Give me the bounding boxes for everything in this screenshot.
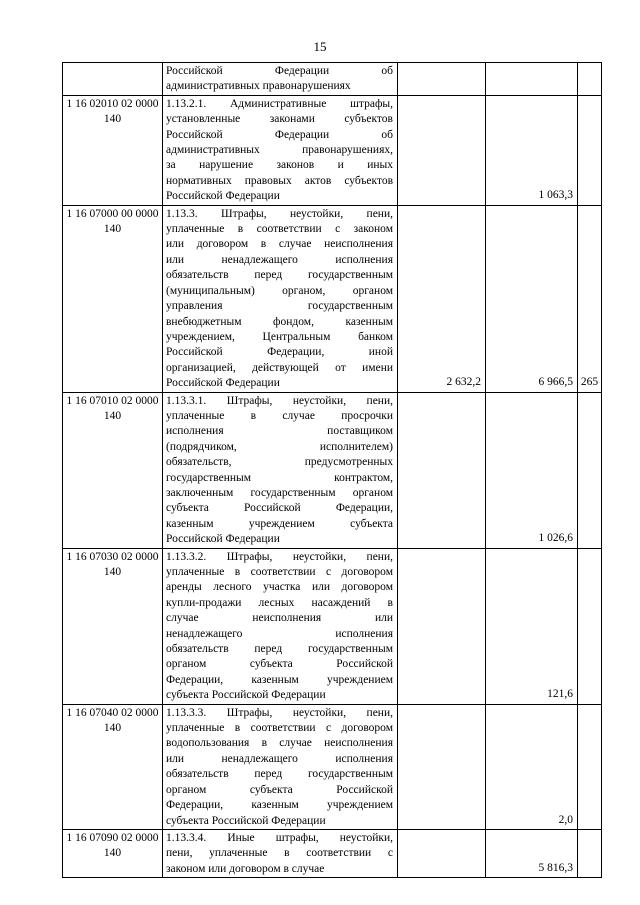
percent-cell: [578, 63, 602, 96]
description-line: органом субъекта Российской: [166, 658, 393, 671]
description-line: Российской Федерации: [166, 377, 280, 390]
description-cell: [163, 63, 398, 96]
description-line: 1.13.3.1. Штрафы, неустойки, пени,: [166, 394, 393, 407]
description-line: Российской Федерации об: [166, 128, 393, 141]
description-line: ненадлежащего исполнения: [166, 627, 393, 640]
amount-cell-b: 6 966,5: [486, 205, 578, 392]
description-line: субъекта Российской Федерации: [166, 814, 326, 827]
description-line: обязательств, предусмотренных: [166, 456, 393, 469]
description-line: административных правонарушениях: [166, 80, 351, 93]
amount-cell-a: [398, 392, 486, 548]
income-code-cell: 1 16 07040 02 0000 140: [63, 704, 163, 829]
description-line: за нарушение законов и иных: [166, 159, 393, 172]
income-code-cell: 1 16 07010 02 0000 140: [63, 392, 163, 548]
description-line: учреждением, Центральным банком: [166, 330, 393, 343]
table-row: [63, 63, 602, 96]
description-line: 1.13.3.4. Иные штрафы, неустойки,: [166, 831, 393, 844]
description-line: Федерации, казенным учреждением: [166, 799, 393, 812]
description-line: обязательств перед государственным: [166, 643, 393, 656]
income-code-cell: [63, 63, 163, 96]
amount-cell-b: 1 063,3: [486, 95, 578, 205]
description-line: или договором в случае неисполнения: [166, 238, 393, 251]
table-row: [63, 95, 602, 205]
percent-cell: [578, 829, 602, 877]
description-line: купли-продажи лесных насаждений в: [166, 596, 393, 609]
description-line: Федерации, казенным учреждением: [166, 673, 393, 686]
description-line: уплаченные в случае просрочки: [166, 409, 393, 422]
income-code-cell: 1 16 07090 02 0000 140: [63, 829, 163, 877]
description-line: организацией, действующей от имени: [166, 361, 393, 374]
amount-cell-a: [398, 63, 486, 96]
description-line: установленные законами субъектов: [166, 113, 393, 126]
amount-cell-b: 2,0: [486, 704, 578, 829]
description-line: государственным контрактом,: [166, 471, 393, 484]
amount-cell-a: [398, 704, 486, 829]
description-line: (муниципальным) органом, органом: [166, 284, 393, 297]
description-line: административных правонарушениях,: [166, 144, 393, 157]
description-cell: [163, 548, 398, 704]
description-line: субъекта Российской Федерации: [166, 689, 326, 702]
amount-cell-a: [398, 829, 486, 877]
income-code-cell: 1 16 02010 02 0000 140: [63, 95, 163, 205]
table-row: [63, 392, 602, 548]
description-line: нормативных правовых актов субъектов: [166, 174, 393, 187]
table-row: [63, 704, 602, 829]
description-line: 1.13.3.3. Штрафы, неустойки, пени,: [166, 706, 393, 719]
percent-cell: [578, 392, 602, 548]
description-line: законом или договором в случае: [166, 862, 325, 875]
description-line: управления государственным: [166, 300, 393, 313]
description-line: уплаченные в соответствии с договором: [166, 566, 393, 578]
description-line: водопользования в случае неисполнения: [166, 737, 393, 750]
description-line: 1.13.3. Штрафы, неустойки, пени,: [166, 207, 393, 220]
description-line: 1.13.3.2. Штрафы, неустойки, пени,: [166, 550, 393, 563]
description-line: Российской Федерации, иной: [166, 346, 393, 359]
amount-cell-a: 2 632,2: [398, 205, 486, 392]
table-row: [63, 205, 602, 392]
description-line: внебюджетным фондом, казенным: [166, 315, 393, 328]
description-line: или ненадлежащего исполнения: [166, 253, 393, 266]
description-cell: [163, 829, 398, 877]
description-line: обязательств перед государственным: [166, 768, 393, 781]
description-cell: [163, 704, 398, 829]
amount-cell-a: [398, 548, 486, 704]
description-line: Российской Федерации об: [166, 65, 393, 77]
percent-cell: [578, 548, 602, 704]
income-code-cell: 1 16 07000 00 0000 140: [63, 205, 163, 392]
budget-table: [62, 62, 602, 878]
description-line: пени, уплаченные в соответствии с: [166, 847, 393, 860]
description-line: Российской Федерации: [166, 190, 280, 203]
table-row: [63, 548, 602, 704]
description-line: или ненадлежащего исполнения: [166, 752, 393, 765]
description-line: обязательств перед государственным: [166, 269, 393, 282]
description-line: казенным учреждением субъекта: [166, 517, 393, 530]
description-cell: [163, 392, 398, 548]
amount-cell-b: [486, 63, 578, 96]
description-line: органом субъекта Российской: [166, 783, 393, 796]
description-line: заключенным государственным органом: [166, 486, 393, 499]
table-row: [63, 829, 602, 877]
description-line: (подрядчиком, исполнителем): [166, 440, 393, 453]
percent-cell: [578, 704, 602, 829]
description-line: случае неисполнения или: [166, 612, 393, 625]
description-line: Российской Федерации: [166, 533, 280, 546]
description-line: уплаченные в соответствии с договором: [166, 722, 393, 735]
description-cell: [163, 95, 398, 205]
income-code-cell: 1 16 07030 02 0000 140: [63, 548, 163, 704]
description-line: субъекта Российской Федерации,: [166, 502, 393, 515]
description-line: исполнения поставщиком: [166, 425, 393, 438]
description-line: аренды лесного участка или договором: [166, 581, 393, 594]
description-line: 1.13.2.1. Административные штрафы,: [166, 97, 393, 110]
amount-cell-b: 121,6: [486, 548, 578, 704]
percent-cell: [578, 95, 602, 205]
percent-cell: 265: [578, 205, 602, 392]
amount-cell-a: [398, 95, 486, 205]
amount-cell-b: 1 026,6: [486, 392, 578, 548]
table-body: [63, 63, 602, 878]
description-cell: [163, 205, 398, 392]
amount-cell-b: 5 816,3: [486, 829, 578, 877]
description-line: уплаченные в соответствии с законом: [166, 223, 393, 236]
page-number: 15: [313, 39, 327, 54]
